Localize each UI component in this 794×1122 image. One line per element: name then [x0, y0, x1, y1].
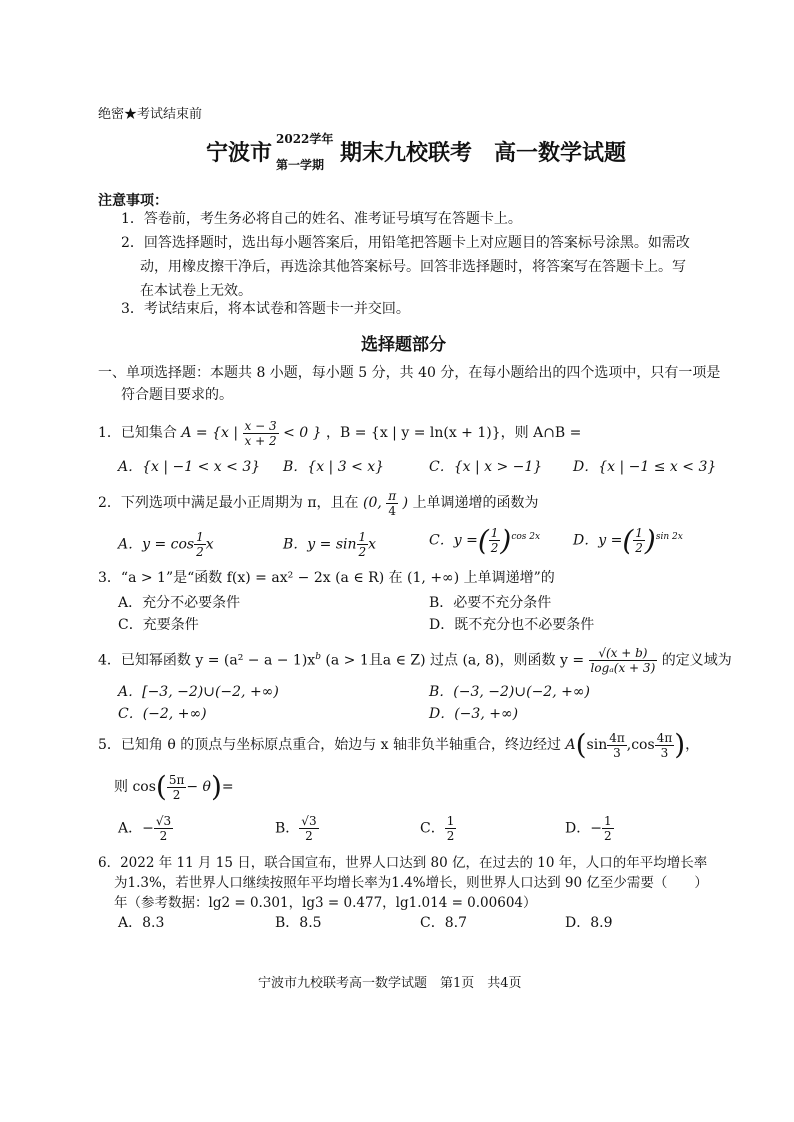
q5-opt-c-frac [445, 814, 457, 843]
q1-prefix: 1．已知集合 [98, 425, 177, 441]
notice-item-2-cont2: 在本试卷上无效。 [140, 283, 252, 299]
q1-option-d: D．{x | −1 ≤ x < 3} [573, 459, 717, 475]
q5-frac2-den: 3 [660, 745, 669, 760]
q1-set-b: ，B = {x | y = ln(x + 1)}，则 A∩B = [326, 425, 582, 441]
q4-exponent: b [315, 652, 321, 662]
q2-opt-d-frac [633, 526, 645, 555]
question-2 [98, 488, 539, 518]
q3-option-b: B．必要不充分条件 [429, 595, 552, 611]
q4-option-a: A．[−3, −2)∪(−2, +∞) [118, 684, 279, 700]
question-5 [98, 728, 699, 762]
notice-heading: 注意事项： [98, 193, 168, 209]
q2-frac-num: π [388, 488, 397, 503]
q6-option-a: A．8.3 [118, 915, 165, 931]
q5-opt-d-den: 2 [603, 829, 612, 843]
q4-stem-mid: (a > 1且a ∈ Z) 过点 (a, 8)，则函数 y = [325, 652, 585, 669]
q2-opt-d-num: 1 [635, 526, 643, 540]
q6-option-b: B．8.5 [275, 915, 322, 931]
q5-end: ， [685, 737, 700, 753]
q5-line2-post: = [221, 779, 234, 795]
part-instructions: 一、单项选择题：本题共 8 小题，每小题 5 分，共 40 分，在每小题给出的四个选项中，只有一项是 [98, 365, 721, 381]
q5-line2-frac [167, 773, 187, 802]
q5-opt-b-num: √3 [301, 814, 317, 828]
q5-lparen: ( [575, 728, 587, 761]
section-title: 选择题部分 [361, 335, 446, 355]
q1-frac-num: x − 3 [244, 418, 277, 433]
q5-cos: cos [631, 737, 655, 753]
q4-fraction [589, 646, 658, 675]
q5-opt-d-num: 1 [603, 814, 612, 828]
q2-option-d [573, 524, 683, 557]
q2-option-a [118, 530, 214, 559]
confidential-label: 绝密★考试结束前 [98, 107, 203, 122]
q4-option-d: D．(−3, +∞) [429, 706, 519, 722]
q2-opt-a-frac [194, 530, 206, 559]
q2-opt-c-den: 2 [490, 541, 499, 555]
title-city: 宁波市 [206, 140, 273, 166]
q5-line2-pre: 则 cos [114, 779, 156, 795]
q2-opt-b-num: 1 [358, 530, 367, 544]
q2-opt-b-frac [357, 530, 369, 559]
q1-option-c: C．{x | x > −1} [429, 459, 543, 475]
q5-line2-rparen: ) [210, 770, 222, 803]
q6-option-c: C．8.7 [420, 915, 467, 931]
title-exam: 期末九校联考 [340, 140, 473, 166]
notice-item-2-cont: 动，用橡皮擦干净后，再选涂其他答案标号。回答非选择题时，将答案写在答题卡上。写 [140, 259, 686, 275]
part-instructions-cont: 符合题目要求的。 [121, 387, 233, 403]
q5-line2-den: 2 [172, 787, 181, 802]
question-1 [98, 418, 581, 448]
title-year: 2022学年 [276, 132, 334, 146]
q4-option-c: C．(−2, +∞) [118, 706, 207, 722]
question-6-line2: 为1.3%，若世界人口继续按照年平均增长率为1.4%增长，则世界人口达到 90 亿至少需要（ ） [114, 875, 708, 891]
q2-opt-b-post: x [368, 536, 377, 553]
q2-opt-c-lparen: ( [477, 524, 489, 557]
q4-frac-den: logₐ(x + 3) [590, 661, 656, 676]
q4-frac-num: √(x + b) [589, 646, 658, 661]
title-subject: 高一数学试题 [494, 140, 627, 166]
q5-frac1-den: 3 [613, 745, 621, 760]
q2-suffix: 上单调递增的函数为 [412, 495, 539, 511]
q5-opt-c-num: 1 [446, 814, 455, 828]
q2-opt-c-exp: cos 2x [511, 531, 541, 542]
q4-option-b: B．(−3, −2)∪(−2, +∞) [429, 684, 590, 700]
q5-opt-d-frac [602, 814, 614, 843]
q2-interval-frac [386, 489, 398, 518]
q2-prefix: 2．下列选项中满足最小正周期为 π，且在 [98, 495, 359, 511]
q2-option-b [283, 530, 376, 559]
q1-set-a-left: A = {x | [181, 425, 239, 441]
q5-option-a [118, 814, 173, 843]
q2-opt-c-rparen: ) [500, 524, 512, 557]
q5-frac2-num: 4π [656, 730, 673, 745]
q2-opt-d-den: 2 [635, 541, 643, 555]
q2-opt-b-pre: B．y = sin [283, 536, 357, 553]
notice-item-3: 3．考试结束后，将本试卷和答题卡一并交回。 [121, 301, 410, 317]
q5-stem-pre: 5．已知角 θ 的顶点与坐标原点重合，始边与 x 轴非负半轴重合，终边经过 [98, 737, 562, 753]
q2-opt-d-pre: D．y = [573, 532, 623, 549]
q6-option-d: D．8.9 [565, 915, 613, 931]
q2-opt-b-den: 2 [358, 545, 367, 559]
q5-opt-a-num: √3 [155, 814, 172, 828]
q3-option-a: A．充分不必要条件 [118, 595, 241, 611]
q5-minus-theta: − θ [186, 779, 211, 795]
q5-opt-a-pre: A．− [118, 820, 154, 837]
q5-frac-2 [655, 731, 675, 760]
q2-opt-a-pre: A．y = cos [118, 536, 195, 553]
q2-opt-c-frac [489, 526, 501, 555]
q5-frac1-num: 4π [609, 730, 625, 745]
q5-opt-a-frac [154, 814, 173, 843]
q2-opt-d-rparen: ) [644, 524, 656, 557]
q2-frac-den: 4 [388, 503, 397, 518]
title-semester: 第一学期 [276, 158, 325, 172]
q2-opt-a-post: x [205, 536, 214, 553]
q5-opt-c-den: 2 [446, 829, 455, 843]
q2-opt-c-num: 1 [490, 526, 499, 540]
q2-opt-a-den: 2 [196, 545, 204, 559]
page-footer: 宁波市九校联考高一数学试题 第1页 共4页 [258, 976, 522, 991]
q1-frac-den: x + 2 [244, 433, 277, 448]
notice-item-1: 1．答卷前，考生务必将自己的姓名、准考证号填写在答题卡上。 [121, 211, 522, 227]
q1-set-a-right: < 0 } [283, 425, 322, 441]
q2-interval-left: (0, [363, 495, 382, 511]
q2-opt-a-num: 1 [196, 530, 204, 544]
q3-option-c: C．充要条件 [118, 617, 199, 633]
q3-option-d: D．既不充分也不必要条件 [429, 617, 595, 633]
q5-line2-lparen: ( [155, 770, 167, 803]
q5-point-a: A [565, 737, 576, 753]
q5-opt-b-den: 2 [305, 829, 313, 843]
q2-opt-c-pre: C．y = [429, 532, 478, 549]
question-4 [98, 640, 732, 678]
question-5-line2 [114, 770, 234, 804]
q5-option-b [275, 814, 319, 843]
q5-line2-num: 5π [168, 772, 185, 787]
q5-sin: sin [586, 737, 608, 753]
q2-option-c [429, 524, 540, 557]
q2-opt-d-exp: sin 2x [655, 531, 683, 542]
q4-stem-pre: 4．已知幂函数 y = (a² − a − 1)x [98, 652, 316, 669]
q5-opt-b-pre: B． [275, 820, 300, 837]
q2-interval-right: ) [402, 495, 409, 511]
q1-option-b: B．{x | 3 < x} [283, 459, 385, 475]
q5-comma: , [626, 737, 632, 753]
q4-stem-post: 的定义域为 [661, 652, 732, 669]
q1-option-a: A．{x | −1 < x < 3} [118, 459, 261, 475]
notice-item-2: 2．回答选择题时，选出每小题答案后，用铅笔把答题卡上对应题目的答案标号涂黑。如需改 [121, 235, 690, 251]
q5-opt-c-pre: C． [420, 820, 445, 837]
q5-opt-d-pre: D．− [565, 820, 602, 837]
q2-opt-d-lparen: ( [622, 524, 634, 557]
question-3: 3．“a > 1”是“函数 f(x) = ax² − 2x (a ∈ R) 在 (1, +∞) 上单调递增”的 [98, 570, 555, 586]
q5-option-d [565, 814, 614, 843]
q5-rparen: ) [674, 728, 686, 761]
q5-opt-a-den: 2 [159, 829, 168, 843]
question-6-line3: 年（参考数据：lg2 = 0.301，lg3 = 0.477，lg1.014 = 0.00604） [114, 895, 537, 911]
q5-opt-b-frac [299, 814, 318, 843]
q1-fraction [243, 419, 279, 448]
q5-option-c [420, 814, 456, 843]
question-6: 6．2022 年 11 月 15 日，联合国宣布，世界人口达到 80 亿，在过去的 10 年，人口的年平均增长率 [98, 855, 708, 871]
q5-frac-1 [607, 731, 627, 760]
